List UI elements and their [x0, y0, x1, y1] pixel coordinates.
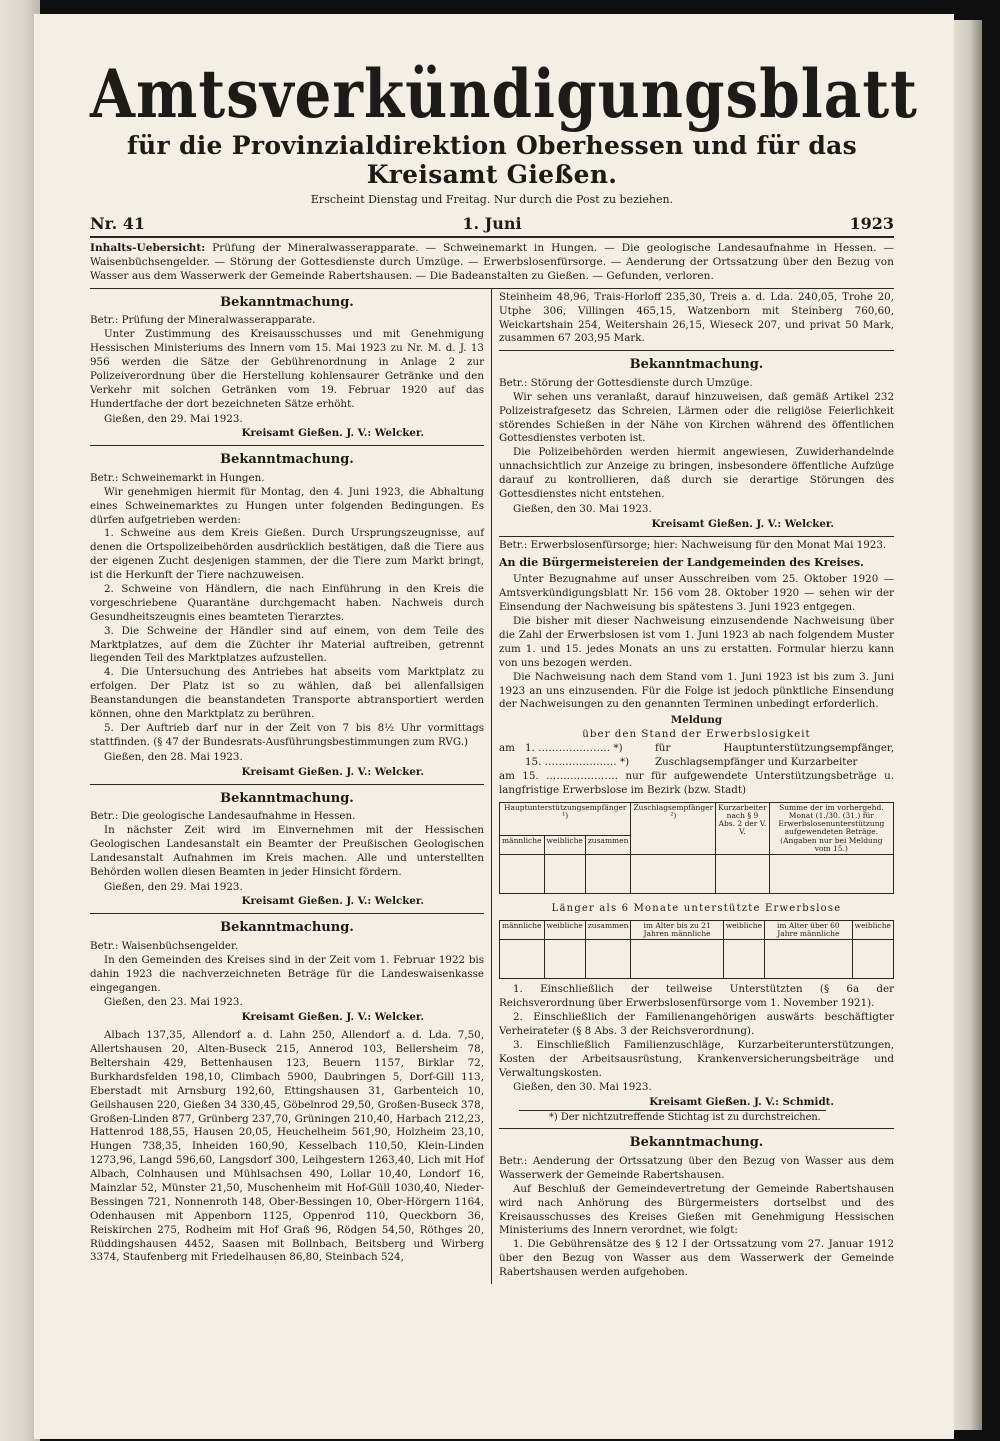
form-note: 1. Einschließlich der teilweise Unterstützten (§ 6a der Reichsverordnung über Erwerbslosenfürsorge vom 1. November 1921).: [499, 983, 894, 1010]
list-item: 1. Schweine aus dem Kreis Gießen. Durch Ursprungszeugnisse, auf denen die Ortspolizeibehörden ausdrücklich bestätigen, daß die Tiere aus der eigenen Zucht desjenigen stammen, der die Tiere zum Markt bringt, ist die Herkunft der Tiere nachzuweisen.: [90, 527, 484, 582]
notice-subject: Betr.: Erwerbslosenfürsorge; hier: Nachweisung für den Monat Mai 1923.: [499, 538, 887, 551]
form-date-block: [499, 742, 894, 770]
form-table-long-term-title: Länger als 6 Monate unterstützte Erwerbslose: [551, 903, 842, 915]
notice-subject: Betr.: Waisenbüchsengelder.: [90, 939, 239, 952]
table-header: Zuschlagsempfänger ²): [631, 802, 716, 855]
table-header: im Alter über 60 Jahre männliche: [765, 920, 853, 940]
list-item: 3. Die Schweine der Händler sind auf einem, von dem Teile des Marktplatzes, auf dem die Züchter ihr Material auftreiben, getrennt liegenden Teil des Marktplatzes aufzustellen.: [90, 624, 484, 665]
form-line-long-term: am 15. ………………… nur für aufgewendete Unterstützungsbeträge u. langfristige Erwerbslose im Bezirk (bzw. Stadt): [499, 769, 894, 796]
form-note: 2. Einschließlich der Familienangehörigen auswärts beschäftigter Verheirateter (§ 8 Abs. 3 der Reichsverordnung).: [499, 1010, 894, 1037]
issue-year: 1923: [849, 213, 894, 233]
notice-signature: Kreisamt Gießen. J. V.: Welcker.: [241, 427, 424, 440]
table-header: Hauptunterstützungsempfänger ¹): [500, 802, 631, 835]
table-row: [500, 940, 894, 979]
notice-title: Bekanntmachung.: [629, 1135, 764, 1151]
notice-title: Bekanntmachung.: [220, 920, 354, 936]
notice-place-date: Gießen, den 23. Mai 1923.: [104, 996, 243, 1009]
notice-place-date: Gießen, den 28. Mai 1923.: [104, 750, 243, 763]
notice-body: 1. Die Gebührensätze des § 12 I der Ortssatzung vom 27. Januar 1912 über den Bezug von Wasser aus dem Wasserwerk der Gemeinde Rabertshausen werden aufgehoben.: [499, 1238, 894, 1279]
table-header: Summe der im vorhergehd. Monat (1./30. (31.) für Erwerbslosenunterstützung aufgewendeten Beträge. (Angaben nur bei Meldung vom 15.): [769, 802, 893, 855]
form-table-long-term: [499, 920, 894, 980]
form-am: am: [499, 742, 515, 755]
amounts-list-continued: [499, 289, 894, 352]
notice-signature: Kreisamt Gießen. J. V.: Welcker.: [241, 895, 424, 908]
form-title: Meldung: [670, 714, 723, 727]
issue-number: Nr. 41: [90, 213, 145, 233]
table-header: zusammen: [585, 920, 631, 940]
table-row: [500, 855, 894, 894]
table-header: weibliche: [852, 920, 893, 940]
issue-date: 1. Juni: [462, 213, 522, 233]
notice-signature: Kreisamt Gießen. J. V.: Welcker.: [651, 517, 834, 530]
notice-body: Die Polizeibehörden werden hiermit angewiesen, Zuwiderhandelnde unnachsichtlich zur Anzeige zu bringen, insbesondere öffentliche Aufzüge darauf zu kontrollieren, daß durch sie derartige Störungen des Gottesdienstes nicht entstehen.: [499, 446, 894, 501]
notice-signature: Kreisamt Gießen. J. V.: Schmidt.: [649, 1096, 834, 1109]
toc-label: Inhalts-Uebersicht:: [90, 241, 206, 254]
notice-body: Die bisher mit dieser Nachweisung einzusendende Nachweisung über die Zahl der Erwerbslosen ist vom 1. Juni 1923 ab nach folgendem Muster zum 1. und 15. jedes Monats an uns zu erstatten. Formular hierzu kann von uns bezogen werden.: [499, 615, 894, 669]
notice-heading: An die Bürgermeistereien der Landgemeinden des Kreises.: [499, 555, 864, 569]
notice-pig-market: [90, 446, 484, 784]
table-header: weibliche: [723, 920, 764, 940]
masthead-title: Amtsverkündigungsblatt: [90, 54, 918, 134]
table-header: männliche: [500, 920, 545, 940]
notice-title: Bekanntmachung.: [220, 294, 354, 310]
table-subheader: männliche: [500, 835, 545, 854]
list-item: 4. Die Untersuchung des Antriebes hat abseits vom Marktplatz zu erfolgen. Der Platz ist so zu wählen, daß bei allenfallsigen Beanstandungen die beanstandeten Transporte abtransportiert werden können, ohne den Marktplatz zu berühren.: [90, 666, 484, 721]
amounts-list: Steinheim 48,96, Trais-Horloff 235,30, Treis a. d. Lda. 240,05, Trohe 20, Utphe 306, Villingen 465,15, Watzenborn mit Steinberg 760,60, Weickartshain 254, Weitershain 26,15, Wieseck 207, und privat 50 Mark, zusammen 67 203,95 Mark.: [499, 290, 894, 345]
notice-body: In nächster Zeit wird im Einvernehmen mit der Hessischen Geologischen Landesanstalt ein Beamter der Preußischen Geologischen Landesanstalt Aufnahmen im Kreis machen. Alle und unterstellten Behörden wollen diesen Beamten in jeder Hinsicht fördern.: [90, 823, 484, 878]
form-line-1: 1. ………………… *): [525, 742, 623, 755]
binder-edge-right: [952, 20, 982, 1430]
amounts-list: Albach 137,35, Allendorf a. d. Lahn 250, Allendorf a. d. Lda. 7,50, Allertshausen 20, Alten-Buseck 215, Annerod 103, Bellersheim 78, Beltershain 429, Bettenhausen 123, Beuern 1157, Birklar 72, Burkhardsfelden 198,10, Climbach 5900, Daubringen 5, Dorf-Gill 113, Eberstadt mit Arnsburg 192,60, Ettingshausen 31, Garbenteich 10, Geilshausen 220, Gießen 34 330,45, Göbelnrod 29,50, Großen-Buseck 378, Großen-Linden 877, Grünberg 237,70, Grüningen 210,40, Harbach 212,23, Hattenrod 188,55, Hausen 20,05, Heuchelheim 561,90, Holzheim 23,10, Hungen 738,35, Inheiden 160,90, Kesselbach 110,50, Klein-Linden 1273,96, Langd 596,60, Langsdorf 300, Leihgestern 1263,40, Lich mit Hof Albach, Colnhausen und Mühlsachsen 490, Lollar 10,40, Londorf 16, Mainzlar 52, Münster 21,50, Muschenheim mit Hof-Güll 1030,40, Nieder-Bessingen 721, Nonnenroth 148, Ober-Bessingen 10, Ober-Hörgern 1164, Odenhausen mit Appenborn 1125, Oppenrod 110, Queckborn 36, Reiskirchen 275, Rodheim mit Hof Graß 96, Rödgen 54,50, Röthges 20, Rüddingshausen 4452, Saasen mit Bollnbach, Beitsberg und Wirberg 3374, Staufenberg mit Friedelhausen 86,80, Steinbach 524,: [90, 1029, 484, 1264]
notice-signature: Kreisamt Gießen. J. V.: Welcker.: [241, 765, 424, 778]
footnote: *) Der nichtzutreffende Stichtag ist zu durchstreichen.: [519, 1110, 826, 1124]
notice-place-date: Gießen, den 29. Mai 1923.: [104, 880, 243, 893]
notice-body: Unter Zustimmung des Kreisausschusses und mit Genehmigung Hessischen Ministeriums des Innern vom 15. Mai 1923 zu Nr. M. d. J. 13 956 werden die Sätze der Gebührenordnung in Anlage 2 zur Polizeiverordnung über die Herstellung kohlensaurer Getränke und den Verkehr mit solchen Getränken vom 19. Februar 1920 auf das Hundertfache der dort bezeichneten Sätze erhöht.: [90, 328, 484, 410]
table-header: weibliche: [544, 920, 585, 940]
masthead-subtitle: für die Provinzialdirektion Oberhessen und für das Kreisamt Gießen.: [126, 130, 858, 189]
notice-body: In den Gemeinden des Kreises sind in der Zeit vom 1. Februar 1922 bis dahin 1923 die nachverzeichneten Beträge für die Landeswaisenkasse eingegangen.: [90, 953, 484, 994]
notice-geological-survey: [90, 785, 484, 915]
toc-text: Prüfung der Mineralwasserapparate. — Schweinemarkt in Hungen. — Die geologische Landesaufnahme in Hessen. — Waisenbüchsengelder. — Störung der Gottesdienste durch Umzüge. — Erwerbslosenfürsorge. — Aenderung der Ortssatzung über den Bezug von Wasser aus dem Wasserwerk der Gemeinde Rabertshausen. — Die Badeanstalten zu Gießen. — Gefunden, verloren.: [90, 241, 894, 282]
notice-title: Bekanntmachung.: [220, 452, 354, 468]
notice-title: Bekanntmachung.: [629, 357, 764, 373]
masthead-note: Erscheint Dienstag und Freitag. Nur durch die Post zu beziehen.: [310, 192, 674, 206]
notice-subject: Betr.: Störung der Gottesdienste durch Umzüge.: [499, 376, 753, 389]
form-subtitle: über den Stand der Erwerbslosigkeit: [582, 728, 811, 741]
notice-mineral-water: [90, 289, 484, 447]
notice-subject: Betr.: Prüfung der Mineralwasserapparate.: [90, 314, 316, 327]
notice-body: Unter Bezugnahme auf unser Ausschreiben vom 25. Oktober 1920 — Amtsverkündigungsblatt Nr. 156 vom 28. Oktober 1920 — sehen wir der Einsendung der Nachweisung bis spätestens 3. Juni 1923 entgegen.: [499, 573, 894, 614]
notice-place-date: Gießen, den 30. Mai 1923.: [513, 1081, 652, 1094]
newspaper-page: [34, 14, 954, 1439]
table-header: Kurzarbeiter nach § 9 Abs. 2 der V. V.: [716, 802, 770, 855]
notice-body: Auf Beschluß der Gemeindevertretung der Gemeinde Rabertshausen wird nach Anhörung des Bürgermeisters dortselbst und des Kreisausschusses des Kreises Gießen mit Genehmigung Hessischen Ministeriums des Innern verordnet, wie folgt:: [499, 1182, 894, 1237]
notice-subject: Betr.: Die geologische Landesaufnahme in Hessen.: [90, 810, 356, 823]
notice-water-ordinance: [499, 1129, 894, 1284]
form-line-15: 15. ………………… *): [525, 756, 630, 769]
notice-place-date: Gießen, den 29. Mai 1923.: [104, 412, 243, 425]
right-column: [492, 289, 894, 1284]
table-subheader: zusammen: [585, 835, 631, 854]
left-column: [90, 289, 492, 1284]
list-item: 5. Der Auftrieb darf nur in der Zeit von 7 bis 8½ Uhr vormittags stattfinden. (§ 47 der Bundesrats-Ausführungsbestimmungen zum RVG.): [90, 721, 484, 748]
notice-subject: Betr.: Schweinemarkt in Hungen.: [90, 471, 265, 484]
two-column-body: [90, 289, 894, 1284]
form-note: 3. Einschließlich Familienzuschläge, Kurzarbeiterunterstützungen, Kosten der Arbeitsausrüstung, Krankenversicherungsbeiträge und Verwaltungskosten.: [499, 1038, 894, 1079]
notice-body: Wir genehmigen hiermit für Montag, den 4. Juni 1923, die Abhaltung eines Schweinemarktes zu Hungen unter folgenden Bedingungen. Es dürfen aufgetrieben werden:: [90, 485, 484, 526]
notice-body: Wir sehen uns veranlaßt, darauf hinzuweisen, daß gemäß Artikel 232 Polizeistrafgesetz das Schreien, Lärmen oder die religiöse Feierlichkeit störendes Schießen in der Nähe von Kirchen während des öffentlichen Gottesdienstes verboten ist.: [499, 390, 894, 445]
form-recipient-types: für Hauptunterstützungsempfänger, Zuschlagsempfänger und Kurzarbeiter: [655, 742, 894, 769]
dateline: [90, 208, 894, 238]
notice-place-date: Gießen, den 30. Mai 1923.: [513, 502, 652, 515]
notice-title: Bekanntmachung.: [220, 790, 354, 806]
notice-body: Die Nachweisung nach dem Stand vom 1. Juni 1923 ist bis zum 3. Juni 1923 an uns einzusenden. Für die Folge ist jedoch pünktliche Einsendung der Nachweisungen zu den genannten Terminen unbedingt erforderlich.: [499, 670, 894, 711]
table-header: im Alter bis zu 21 Jahren männliche: [631, 920, 723, 940]
notice-subject: Betr.: Aenderung der Ortssatzung über den Bezug von Wasser aus dem Wasserwerk der Gemeinde Rabertshausen.: [499, 1154, 894, 1181]
table-subheader: weibliche: [544, 835, 585, 854]
list-item: 2. Schweine von Händlern, die nach Einführung in den Kreis die vorgeschriebene Quarantäne durchgemacht haben. Nachweis durch Gesundheitszeugnis eines beamteten Tierarztes.: [90, 583, 484, 623]
table-of-contents: [90, 238, 894, 289]
notice-church-disturbance: [499, 351, 894, 536]
notice-unemployment: [499, 537, 894, 1130]
notice-signature: Kreisamt Gießen. J. V.: Welcker.: [241, 1011, 424, 1024]
masthead: [90, 54, 918, 206]
notice-orphan-funds: [90, 914, 484, 1269]
form-table-recipients: [499, 802, 894, 895]
